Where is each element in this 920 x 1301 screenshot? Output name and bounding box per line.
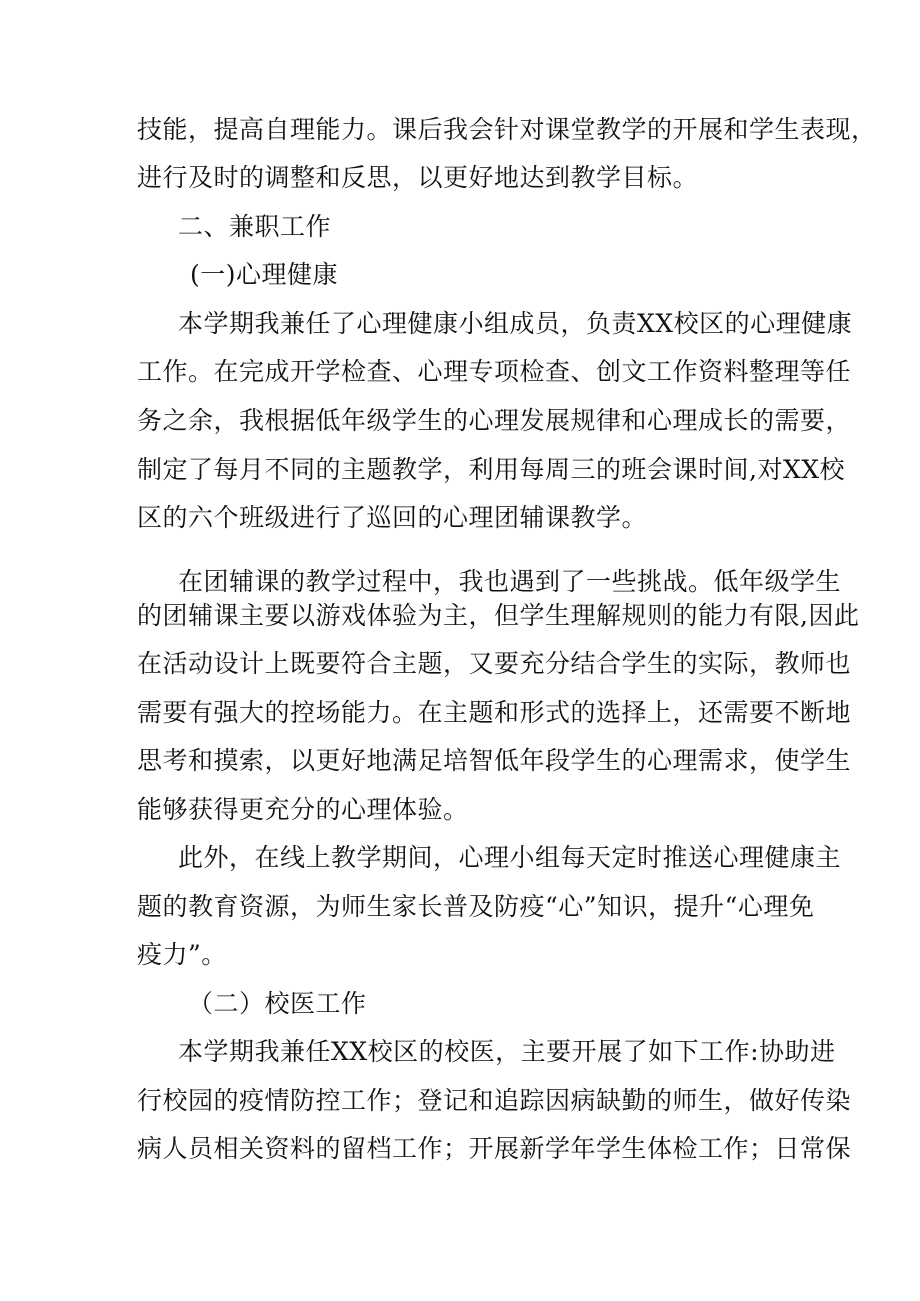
text-line: 能够获得更充分的心理体验。 (137, 795, 469, 824)
text-line: 在活动设计上既要符合主题，又要充分结合学生的实际，教师也 (137, 649, 852, 678)
text-line: 病人员相关资料的留档工作；开展新学年学生体检工作；日常保 (137, 1134, 852, 1163)
text-line: 本学期我兼任XX校区的校医，主要开展了如下工作:协助进 (178, 1037, 836, 1066)
text-line: 疫力”。 (137, 940, 227, 969)
text-line: 思考和摸索，以更好地满足培智低年段学生的心理需求，使学生 (137, 746, 852, 775)
text-line: 题的教育资源，为师生家长普及防疫“心”知识，提升“心理免 (137, 892, 815, 921)
text-line: 本学期我兼任了心理健康小组成员，负责XX校区的心理健康 (178, 309, 853, 338)
section-heading: 二、兼职工作 (178, 212, 332, 241)
text-line: 在团辅课的教学过程中，我也遇到了一些挑战。低年级学生 (178, 567, 842, 596)
text-line: 工作。在完成开学检查、心理专项检查、创文工作资料整理等任 (137, 357, 852, 386)
text-line: 区的六个班级进行了巡回的心理团辅课教学。 (137, 503, 648, 532)
text-line: 进行及时的调整和反思，以更好地达到教学目标。 (137, 163, 699, 192)
text-line: 需要有强大的控场能力。在主题和形式的选择上，还需要不断地 (137, 698, 852, 727)
text-line: 行校园的疫情防控工作；登记和追踪因病缺勤的师生，做好传染 (137, 1086, 852, 1115)
text-line: 此外，在线上教学期间，心理小组每天定时推送心理健康主 (178, 843, 842, 872)
subsection-heading: （二）校医工作 (188, 989, 367, 1018)
text-line: 技能，提高自理能力。课后我会针对课堂教学的开展和学生表现， (137, 115, 877, 144)
text-line: 制定了每月不同的主题教学，利用每周三的班会课时间,对XX校 (137, 455, 846, 484)
text-line: 的团辅课主要以游戏体验为主，但学生理解规则的能力有限,因此 (137, 601, 860, 630)
text-line: 务之余，我根据低年级学生的心理发展规律和心理成长的需要， (137, 406, 852, 435)
subsection-heading: (一)心理健康 (190, 260, 339, 289)
